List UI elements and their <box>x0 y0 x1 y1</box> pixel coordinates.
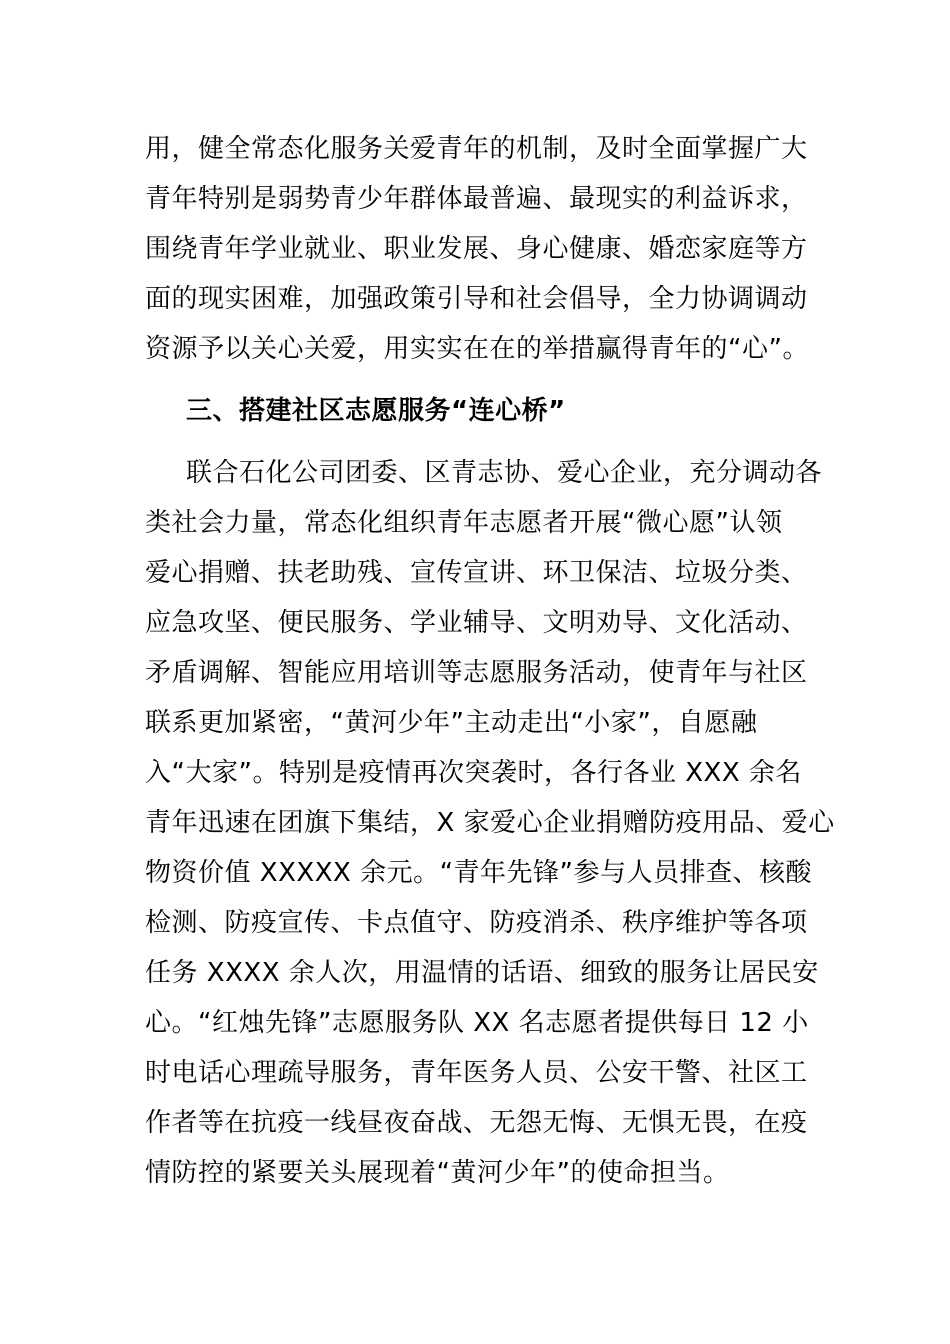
paragraph-line: 联系更加紧密，“黄河少年”主动走出“小家”，自愿融 <box>145 708 758 738</box>
paragraph-line: 应急攻坚、便民服务、学业辅导、文明劝导、文化活动、 <box>145 608 808 638</box>
paragraph-line: 围绕青年学业就业、职业发展、身心健康、婚恋家庭等方 <box>145 234 808 264</box>
paragraph-line: 情防控的紧要关头展现着“黄河少年”的使命担当。 <box>145 1158 730 1188</box>
paragraph-line: 作者等在抗疫一线昼夜奋战、无怨无悔、无惧无畏，在疫 <box>145 1108 808 1138</box>
paragraph-line: 资源予以关心关爱，用实实在在的举措赢得青年的“心”。 <box>145 334 809 364</box>
section-heading: 三、搭建社区志愿服务“连心桥” <box>186 396 566 426</box>
paragraph-line: 时电话心理疏导服务，青年医务人员、公安干警、社区工 <box>145 1058 808 1088</box>
paragraph-line: 心。“红烛先锋”志愿服务队 XX 名志愿者提供每日 12 小 <box>145 1008 809 1038</box>
paragraph-line: 任务 XXXX 余人次，用温情的话语、细致的服务让居民安 <box>145 958 819 988</box>
paragraph-line: 矛盾调解、智能应用培训等志愿服务活动，使青年与社区 <box>145 658 808 688</box>
paragraph-line: 物资价值 XXXXX 余元。“青年先锋”参与人员排查、核酸 <box>145 858 813 888</box>
paragraph-line: 爱心捐赠、扶老助残、宣传宣讲、环卫保洁、垃圾分类、 <box>145 558 808 588</box>
paragraph-line: 联合石化公司团委、区青志协、爱心企业，充分调动各 <box>186 458 823 488</box>
paragraph-line: 类社会力量，常态化组织青年志愿者开展“微心愿”认领 <box>145 508 783 538</box>
paragraph-line: 入“大家”。特别是疫情再次突袭时，各行各业 XXX 余名 <box>145 758 802 788</box>
paragraph-line: 面的现实困难，加强政策引导和社会倡导，全力协调调动 <box>145 284 808 314</box>
paragraph-line: 青年特别是弱势青少年群体最普遍、最现实的利益诉求， <box>145 184 808 214</box>
paragraph-line: 检测、防疫宣传、卡点值守、防疫消杀、秩序维护等各项 <box>145 908 808 938</box>
paragraph-line: 用，健全常态化服务关爱青年的机制，及时全面掌握广大 <box>145 134 808 164</box>
paragraph-line: 青年迅速在团旗下集结，X 家爱心企业捐赠防疫用品、爱心 <box>145 808 835 838</box>
